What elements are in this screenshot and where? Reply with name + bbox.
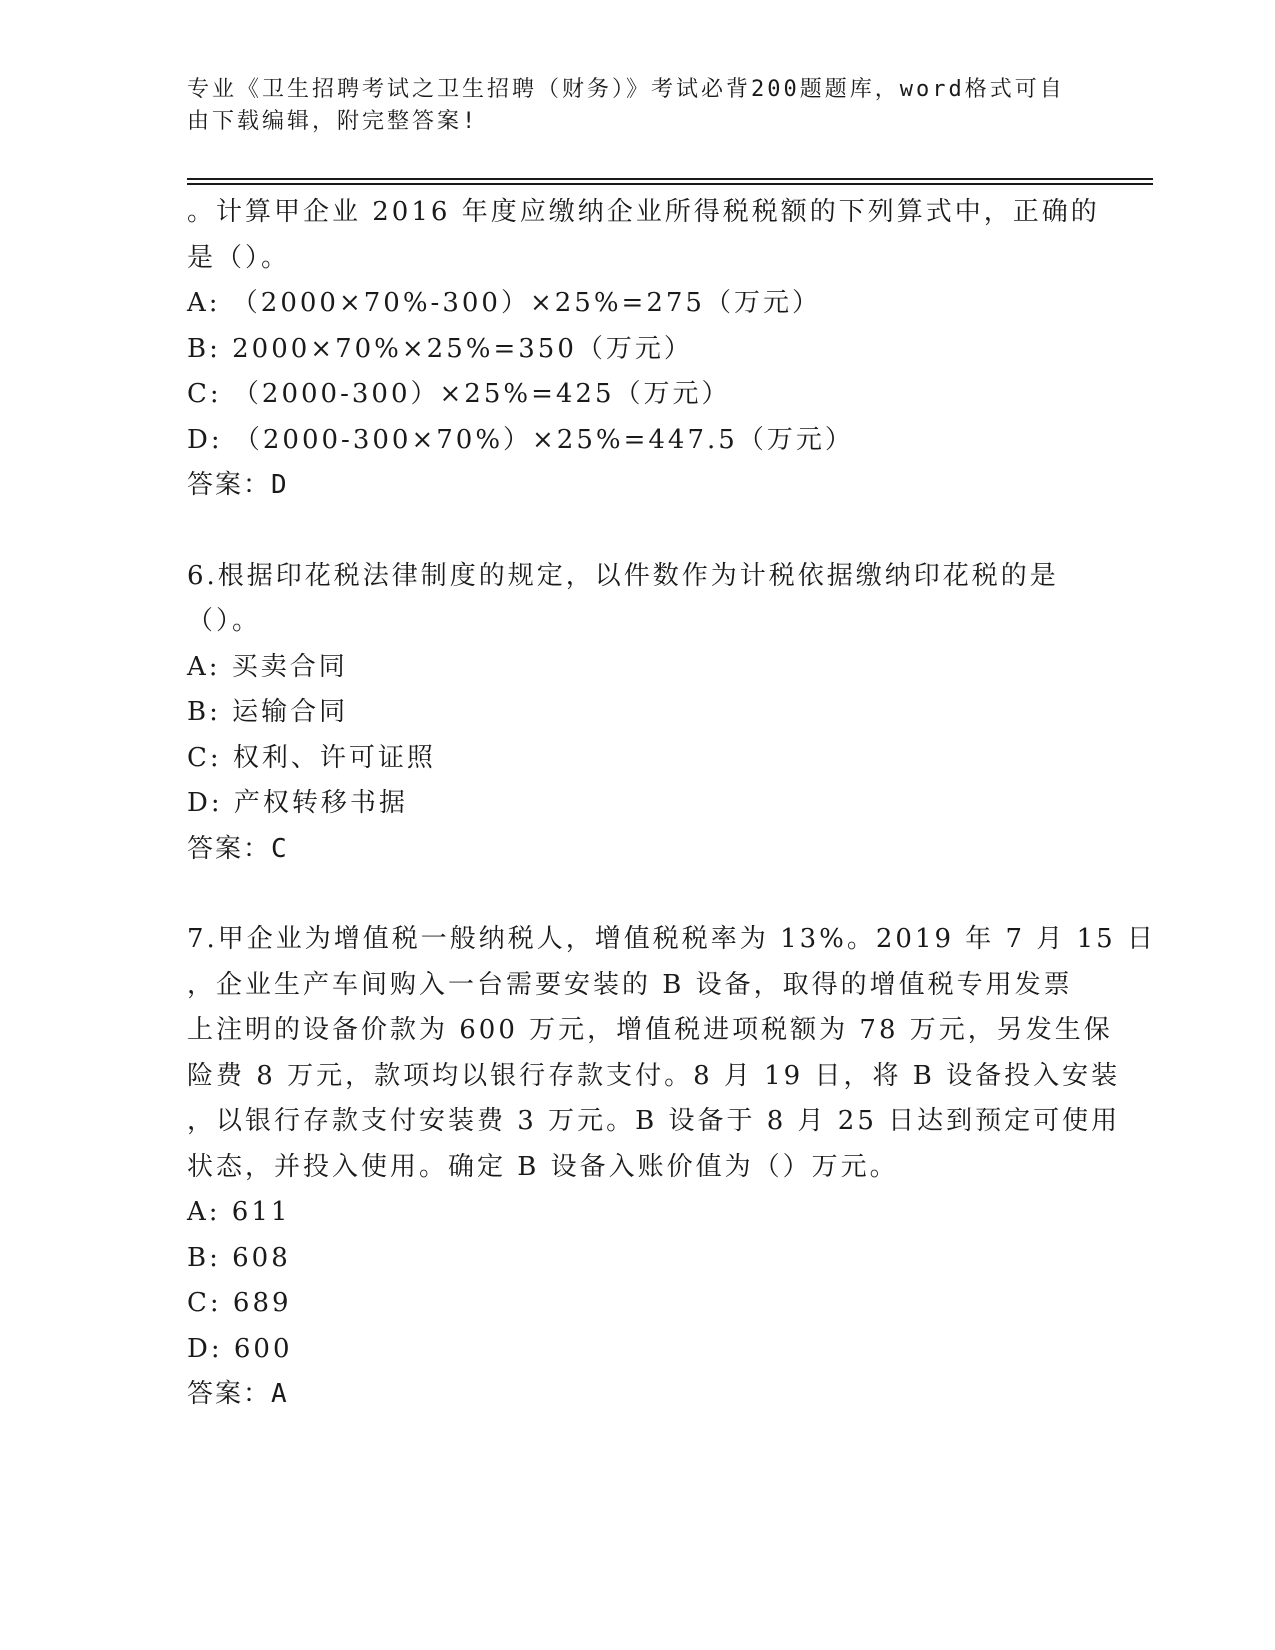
answer-line: 答案：A bbox=[187, 1379, 289, 1409]
answer-line: 答案：C bbox=[187, 833, 289, 864]
answer-line: 答案：D bbox=[187, 470, 289, 500]
question-stem-line: 险费 8 万元，款项均以银行存款支付。8 月 19 日，将 B 设备投入安装 bbox=[187, 1060, 1121, 1091]
question-6 bbox=[187, 554, 1077, 873]
document-header bbox=[187, 74, 1067, 138]
question-stem-line: ，企业生产车间购入一台需要安装的 B 设备，取得的增值税专用发票 bbox=[187, 969, 1073, 1000]
option-d: D: （2000-300×70%）×25%=447.5（万元） bbox=[187, 424, 854, 455]
question-stem-line: 状态，并投入使用。确定 B 设备入账价值为（）万元。 bbox=[187, 1151, 899, 1182]
option-d: D: 600 bbox=[187, 1333, 293, 1364]
question-content bbox=[187, 190, 1156, 1418]
option-a: A: 611 bbox=[187, 1197, 291, 1227]
question-7 bbox=[187, 917, 1156, 1418]
question-5 bbox=[187, 190, 1100, 509]
option-c: C: 689 bbox=[187, 1288, 292, 1318]
header-line-1: 专业《卫生招聘考试之卫生招聘（财务）》考试必背200题题库，word格式可自 bbox=[187, 77, 1065, 102]
option-c: C: 权利、许可证照 bbox=[187, 742, 436, 773]
spacer bbox=[187, 872, 1077, 917]
option-a: A: （2000×70%-300）×25%=275（万元） bbox=[187, 288, 821, 318]
option-b: B: 运输合同 bbox=[187, 697, 349, 727]
header-line-2: 由下载编辑，附完整答案! bbox=[187, 109, 479, 134]
question-stem-line: 6.根据印花税法律制度的规定，以件数作为计税依据缴纳印花税的是 bbox=[187, 560, 1059, 591]
question-stem-line: 。计算甲企业 2016 年度应缴纳企业所得税税额的下列算式中，正确的 bbox=[187, 197, 1100, 227]
question-stem-line: 上注明的设备价款为 600 万元，增值税进项税额为 78 万元，另发生保 bbox=[187, 1015, 1113, 1045]
option-a: A: 买卖合同 bbox=[187, 651, 348, 682]
option-b: B: 2000×70%×25%=350（万元） bbox=[187, 333, 693, 364]
option-c: C: （2000-300）×25%=425（万元） bbox=[187, 379, 731, 409]
spacer bbox=[187, 509, 1077, 554]
header-rule-bottom bbox=[187, 183, 1153, 185]
option-b: B: 608 bbox=[187, 1242, 291, 1273]
question-stem-line: （）。 bbox=[187, 606, 262, 636]
header-rule-top bbox=[187, 178, 1153, 180]
question-stem-line: 是（）。 bbox=[187, 242, 291, 273]
option-d: D: 产权转移书据 bbox=[187, 788, 408, 818]
question-stem-line: ，以银行存款支付安装费 3 万元。B 设备于 8 月 25 日达到预定可使用 bbox=[187, 1106, 1121, 1136]
question-stem-line: 7.甲企业为增值税一般纳税人，增值税税率为 13%。2019 年 7 月 15 日 bbox=[187, 924, 1156, 954]
